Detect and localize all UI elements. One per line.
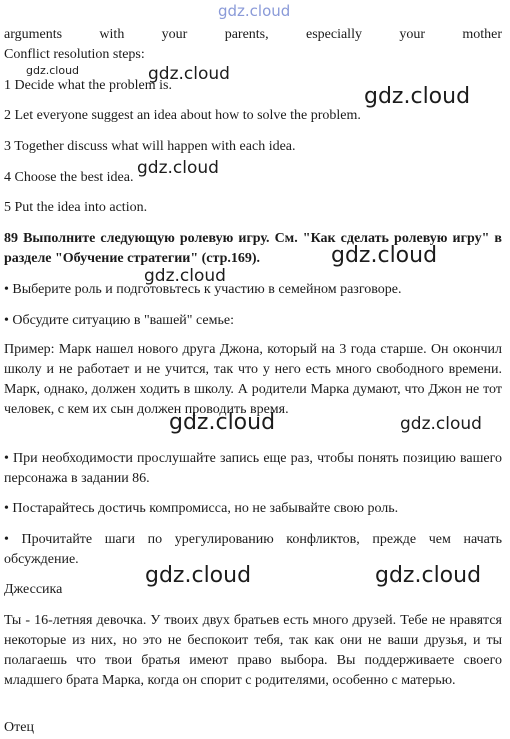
task-bullet: • Постарайтесь достичь компромисса, но не забывайте свою роль. xyxy=(4,501,399,516)
watermark: gdz.cloud xyxy=(169,410,276,435)
task-bullet: • Выберите роль и подготовьтесь к участию в семейном разговоре. xyxy=(4,282,402,297)
step-2: 2 Let everyone suggest an idea about how to solve the problem. xyxy=(4,108,361,123)
step-1: 1 Decide what the problem is. xyxy=(4,78,172,93)
role-name: Джессика xyxy=(4,582,63,597)
watermark: gdz.cloud xyxy=(400,414,482,434)
watermark: gdz.cloud xyxy=(364,84,471,109)
watermark: gdz.cloud xyxy=(145,563,252,588)
role-name: Отец xyxy=(4,720,34,735)
watermark: gdz.cloud xyxy=(26,64,80,77)
role-description: Ты - 16-летняя девочка. У твоих двух братьев есть много друзей. Тебе не нравятся некоторые из них, но это не беспокоит тебя, так как они не ваши друзья, и ты полагаешь что твои братья имеют право выбора. Вы поддерживаете своего младшего брата Марка, когда он спорит с родителями, особенно с матерью. xyxy=(4,613,502,688)
step-5: 5 Put the idea into action. xyxy=(4,200,148,215)
text-line: arguments with your parents, especially your mother xyxy=(4,27,502,42)
task-bullet: • Прочитайте шаги по урегулированию конфликтов, прежде чем начать обсуждение. xyxy=(4,532,502,567)
example-paragraph: Пример: Марк нашел нового друга Джона, который на 3 года старше. Он окончил школу и не работает и не учится, так что у него есть много свободного времени. Марк, однако, должен ходить в школу. А родители Марка думают, что Джон не тот человек, с кем их сын должен проводить время. xyxy=(4,342,502,417)
watermark: gdz.cloud xyxy=(375,563,482,588)
step-3: 3 Together discuss what will happen with each idea. xyxy=(4,139,296,154)
watermark: gdz.cloud xyxy=(331,243,438,268)
watermark: gdz.cloud xyxy=(144,266,226,286)
watermark: gdz.cloud xyxy=(137,158,219,178)
task-heading: 89 Выполните следующую ролевую игру. См. "Как сделать ролевую игру" в разделе "Обучение стратегии" (стр.169). xyxy=(4,231,502,266)
watermark: gdz.cloud xyxy=(218,2,291,20)
task-bullet: • При необходимости прослушайте запись еще раз, чтобы понять позицию вашего персонажа в задании 86. xyxy=(4,451,502,486)
watermark: gdz.cloud xyxy=(148,64,230,84)
step-4: 4 Choose the best idea. xyxy=(4,170,134,185)
task-bullet: • Обсудите ситуацию в "вашей" семье: xyxy=(4,313,234,328)
steps-heading: Conflict resolution steps: xyxy=(4,47,145,62)
